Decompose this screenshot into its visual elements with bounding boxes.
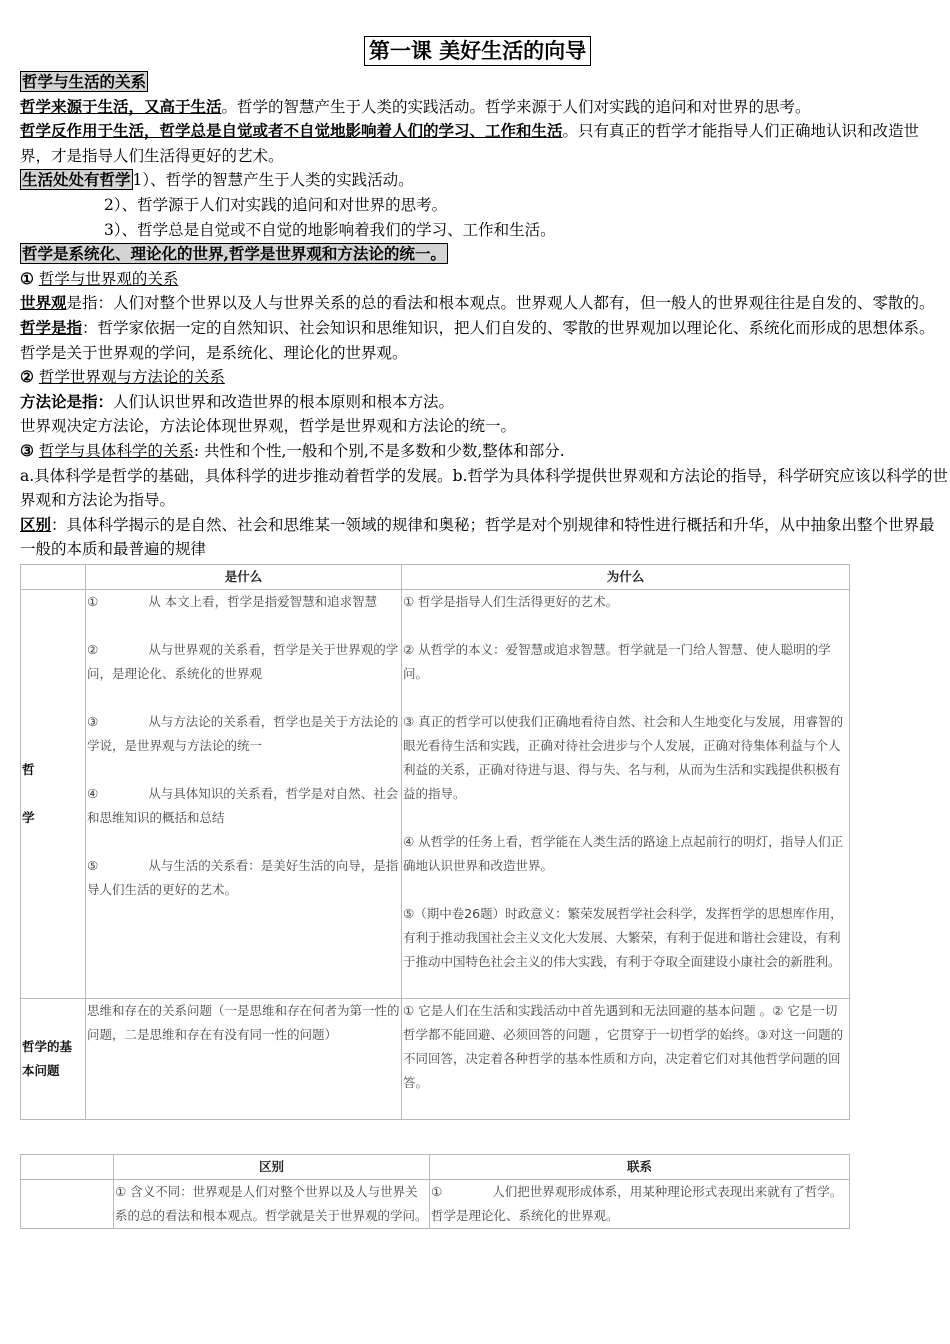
- table-row: [21, 589, 850, 998]
- section-heading-2: 哲学是系统化、理论化的世界,哲学是世界观和方法论的统一。: [22, 244, 446, 264]
- paragraph-origin: 哲学来源于生活，又高于生活。哲学的智慧产生于人类的实践活动。哲学来源于人们对实践的追问和对世界的思考。: [20, 96, 811, 116]
- science-relation: a.具体科学是哲学的基础，具体科学的进步推动着哲学的发展。b.哲学为具体科学提供世界观和方法论的指导，科学研究应该以科学的世界观和方法论为指导。: [20, 466, 949, 510]
- subheading-3: ③ 哲学与具体科学的关系: 共性和个性,一般和个别,不是多数和少数,整体和部分.: [20, 440, 565, 460]
- table-cell-empty: [21, 1179, 114, 1228]
- table-cell-what: ① 从 本文上看，哲学是指爱智慧和追求智慧 ② 从与世界观的关系看，哲学是关于世界观的学问，是理论化、系统化的世界观 ③ 从与方法论的关系看，哲学也是关于方法论的学说，是世界观与方法论的统一 ④ 从与具体知识的关系看，哲学是对自然、社会和思维知识的概括和总结 ⑤ 从与生活的关系看：是美好生活的向导，是指导人们生活的更好的艺术。: [86, 589, 402, 998]
- definition-methodology: 方法论是指：人们认识世界和改造世界的根本原则和根本方法。: [20, 391, 455, 411]
- paragraph-life-philosophy: 生活处处有哲学 1）、哲学的智慧产生于人类的实践活动。: [22, 170, 414, 190]
- page-title-wrap: [20, 36, 935, 66]
- table-header-row: [21, 1154, 850, 1179]
- difference-text: 区别：具体科学揭示的是自然、社会和思维某一领域的规律和奥秘；哲学是对个别规律和特性进行概括和升华，从中抽象出整个世界最一般的本质和最普遍的规律: [20, 514, 935, 559]
- section-heading-1: 哲学与生活的关系: [22, 72, 147, 91]
- table-cell-difference: ① 含义不同：世界观是人们对整个世界以及人与世界关系的总的看法和根本观点。哲学就是关于世界观的学问。: [114, 1179, 430, 1228]
- comparison-table: [20, 1154, 850, 1229]
- table-cell-why: ① 它是人们在生活和实践活动中首先遇到和无法回避的基本问题 。② 它是一切哲学都不能回避、必须回答的问题 ，它贯穿于一切哲学的始终。③对这一问题的不同回答，决定着各种哲学的基本性质和方向，决定着它们对其他哲学问题的回答。: [402, 998, 850, 1119]
- paragraph-reaction: 哲学反作用于生活，哲学总是自觉或者不自觉地影响着人们的学习、工作和生活。只有真正的哲学才能指导人们正确地认识和改造世界，才是指导人们生活得更好的艺术。: [20, 121, 920, 165]
- subheading-1: ① 哲学与世界观的关系: [20, 268, 179, 288]
- table-row: [21, 998, 850, 1119]
- table-header-cell: 为什么: [402, 564, 850, 589]
- subheading-2: ② 哲学世界观与方法论的关系: [20, 367, 225, 387]
- table-cell-what: 思维和存在的关系问题（一是思维和存在何者为第一性的问题，二是思维和存在有没有同一性的问题）: [86, 998, 402, 1119]
- list-item: 3）、哲学总是自觉或不自觉的地影响着我们的学习、工作和生活。: [104, 220, 556, 239]
- row-label-philosophy: 哲 学: [21, 589, 86, 998]
- table-cell-connection: ① 人们把世界观形成体系，用某种理论形式表现出来就有了哲学。哲学是理论化、系统化的世界观。: [430, 1179, 850, 1228]
- list-item: 2）、哲学源于人们对实践的追问和对世界的思考。: [104, 195, 448, 214]
- definition-worldview: 世界观是指：人们对整个世界以及人与世界关系的总的看法和根本观点。世界观人人都有，但一般人的世界观往往是自发的、零散的。: [20, 293, 935, 313]
- document-page: [20, 36, 949, 1229]
- table-row: [21, 1179, 850, 1228]
- page-title: 第一课 美好生活的向导: [364, 36, 591, 66]
- table-cell-why: ① 哲学是指导人们生活得更好的艺术。 ② 从哲学的本义：爱智慧或追求智慧。哲学就是一门给人智慧、使人聪明的学问。 ③ 真正的哲学可以使我们正确地看待自然、社会和人生地变化与发展，用睿智的眼光看待生活和实践，正确对待社会进步与个人发展，正确对待集体利益与个人利益的关系，正确对待进与退、得与失、名与利，从而为生活和实践提供积极有益的指导。 ④ 从哲学的任务上看，哲学能在人类生活的路途上点起前行的明灯，指导人们正确地认识世界和改造世界。 ⑤（期中卷26题）时政意义：繁荣发展哲学社会科学，发挥哲学的思想库作用，有利于推动我国社会主义文化大发展、大繁荣，有利于促进和谐社会建设，有利于推动中国特色社会主义的伟大实践，有利于夺取全面建设小康社会的新胜利。: [402, 589, 850, 998]
- table-header-cell: [21, 1154, 114, 1179]
- definition-philosophy: 哲学是指：哲学家依据一定的自然知识、社会知识和思维知识，把人们自发的、零散的世界观加以理论化、系统化而形成的思想体系。哲学是关于世界观的学问，是系统化、理论化的世界观。: [20, 317, 935, 362]
- table-header-cell: [21, 564, 86, 589]
- table-header-row: [21, 564, 850, 589]
- table-header-cell: 是什么: [86, 564, 402, 589]
- philosophy-table: [20, 564, 850, 1120]
- table-header-cell: 区别: [114, 1154, 430, 1179]
- relation-text: 世界观决定方法论，方法论体现世界观，哲学是世界观和方法论的统一。: [20, 417, 517, 436]
- table-header-cell: 联系: [430, 1154, 850, 1179]
- row-label-basic-question: 哲学的基本问题: [21, 998, 86, 1119]
